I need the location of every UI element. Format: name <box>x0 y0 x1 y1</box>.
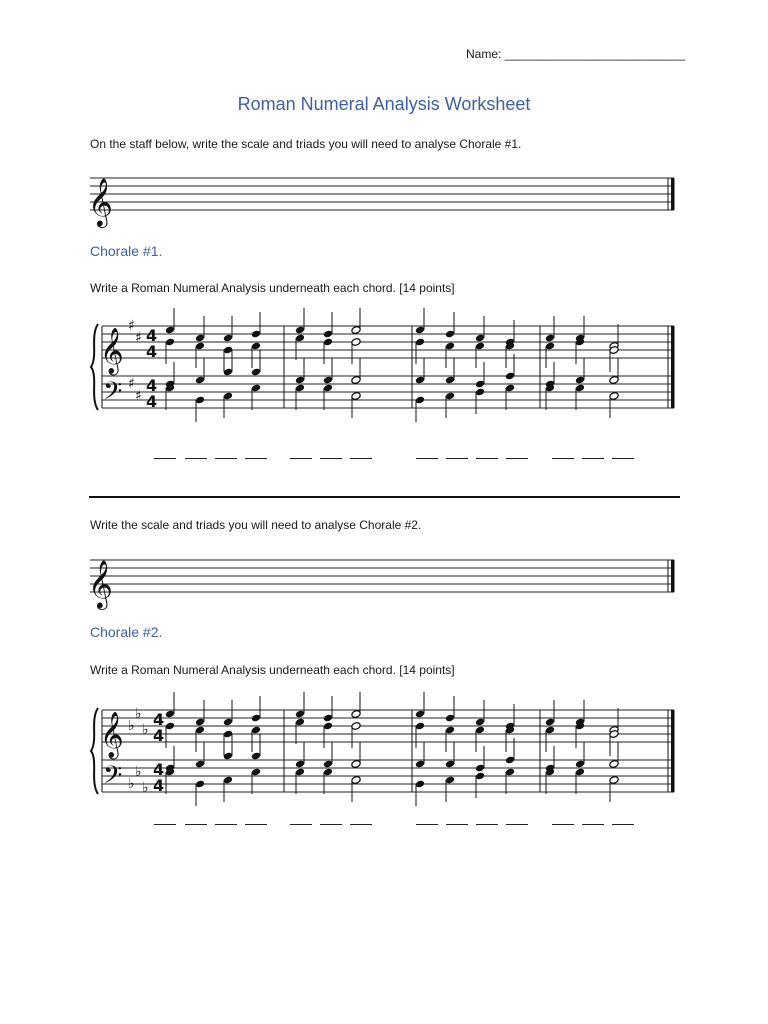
time-signature-denominator: 4 <box>153 776 165 795</box>
treble-clef-icon: 𝄞 <box>100 712 124 758</box>
treble-clef-icon: 𝄞 <box>100 328 124 374</box>
flat-icon: ♭ <box>128 718 135 734</box>
roman-numeral-blank[interactable] <box>476 824 498 825</box>
name-label: Name: <box>466 47 502 61</box>
roman-numeral-blank[interactable] <box>552 458 574 459</box>
final-bar-line <box>671 710 675 792</box>
roman-numeral-blank[interactable] <box>416 824 438 825</box>
blank-staff-2[interactable] <box>88 552 680 608</box>
time-signature-denominator: 4 <box>146 342 158 361</box>
roman-numeral-blank[interactable] <box>476 458 498 459</box>
roman-numeral-blank[interactable] <box>446 824 468 825</box>
blank-staff-1[interactable] <box>88 170 680 226</box>
chorale2-answer-blanks[interactable] <box>0 818 768 832</box>
roman-numeral-blank[interactable] <box>185 824 207 825</box>
flat-icon: ♭ <box>135 706 142 722</box>
roman-numeral-blank[interactable] <box>612 458 634 459</box>
sharp-icon: ♯ <box>128 318 135 334</box>
roman-numeral-blank[interactable] <box>185 458 207 459</box>
final-bar-line <box>671 178 675 210</box>
roman-numeral-blank[interactable] <box>416 458 438 459</box>
roman-numeral-blank[interactable] <box>350 458 372 459</box>
roman-numeral-blank[interactable] <box>290 458 312 459</box>
name-blank: ___________________________ <box>504 47 685 61</box>
roman-numeral-blank[interactable] <box>612 824 634 825</box>
roman-numeral-blank[interactable] <box>582 824 604 825</box>
roman-numeral-blank[interactable] <box>215 458 237 459</box>
chorale1-answer-blanks[interactable] <box>0 452 768 466</box>
roman-numeral-blank[interactable] <box>350 824 372 825</box>
roman-numeral-blank[interactable] <box>506 824 528 825</box>
roman-numeral-blank[interactable] <box>320 824 342 825</box>
roman-numeral-blank[interactable] <box>290 824 312 825</box>
time-signature-numerator: 4 <box>146 376 158 395</box>
time-signature-denominator: 4 <box>146 392 158 411</box>
final-bar-line <box>671 560 675 592</box>
bass-clef-icon: 𝄢 <box>103 761 123 796</box>
time-signature-numerator: 4 <box>146 326 158 345</box>
flat-icon: ♭ <box>135 764 142 780</box>
brace-icon <box>91 324 98 410</box>
chorale2-task: Write a Roman Numeral Analysis underneath each chord. [14 points] <box>90 663 455 677</box>
time-signature-numerator: 4 <box>153 760 165 779</box>
bass-clef-icon: 𝄢 <box>103 377 123 412</box>
page-title: Roman Numeral Analysis Worksheet <box>237 94 531 114</box>
treble-clef-icon: 𝄞 <box>88 559 113 608</box>
time-signature-numerator: 4 <box>153 710 165 729</box>
flat-icon: ♭ <box>128 776 135 792</box>
section-divider <box>89 496 680 498</box>
roman-numeral-blank[interactable] <box>215 824 237 825</box>
sharp-icon: ♯ <box>135 388 142 404</box>
chorale2-heading: Chorale #2. <box>90 624 163 640</box>
chorale1-heading: Chorale #1. <box>90 243 163 259</box>
brace-icon <box>91 708 98 794</box>
roman-numeral-blank[interactable] <box>245 824 267 825</box>
roman-numeral-blank[interactable] <box>552 824 574 825</box>
sharp-icon: ♯ <box>135 330 142 346</box>
sharp-icon: ♯ <box>128 376 135 392</box>
roman-numeral-blank[interactable] <box>154 824 176 825</box>
roman-numeral-blank[interactable] <box>245 458 267 459</box>
chorale1-task: Write a Roman Numeral Analysis underneath each chord. [14 points] <box>90 281 455 295</box>
flat-icon: ♭ <box>142 780 149 796</box>
treble-clef-icon: 𝄞 <box>88 177 113 226</box>
roman-numeral-blank[interactable] <box>320 458 342 459</box>
chorale1-score <box>88 312 680 424</box>
section1-instruction: On the staff below, write the scale and triads you will need to analyse Chorale #1. <box>90 137 522 151</box>
chorale2-score <box>88 696 680 808</box>
roman-numeral-blank[interactable] <box>446 458 468 459</box>
time-signature-denominator: 4 <box>153 726 165 745</box>
name-field[interactable] <box>466 47 685 61</box>
flat-icon: ♭ <box>142 722 149 738</box>
roman-numeral-blank[interactable] <box>582 458 604 459</box>
section2-instruction: Write the scale and triads you will need to analyse Chorale #2. <box>90 518 422 532</box>
roman-numeral-blank[interactable] <box>506 458 528 459</box>
roman-numeral-blank[interactable] <box>154 458 176 459</box>
final-bar-line <box>671 326 675 408</box>
